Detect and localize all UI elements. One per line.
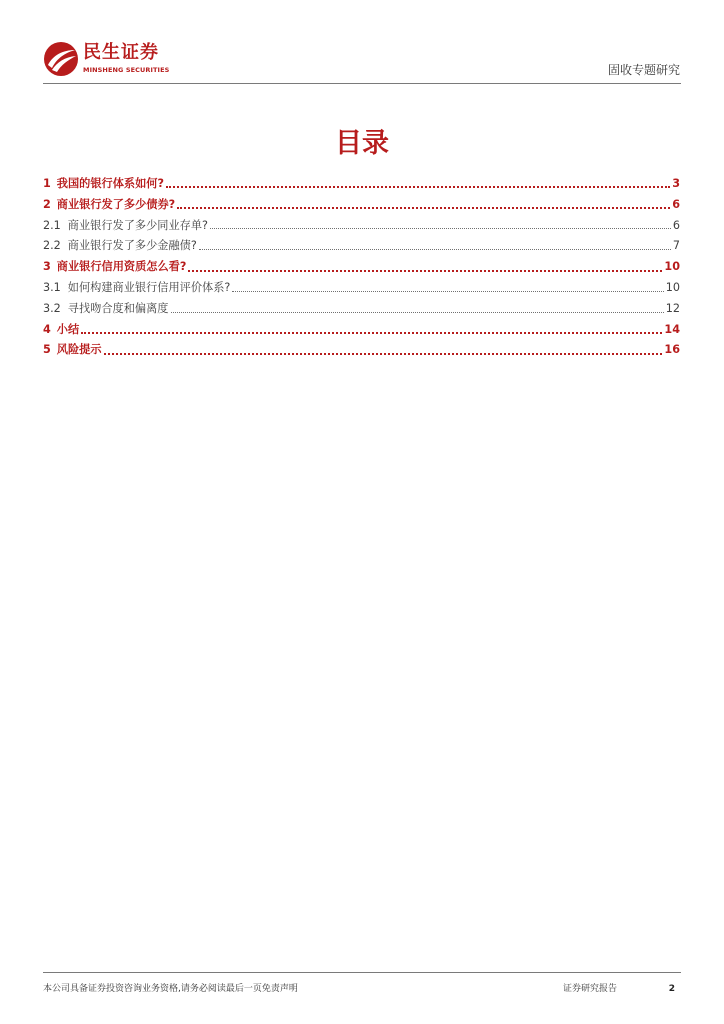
footer-divider	[43, 972, 681, 973]
toc-entry-page: 10	[664, 260, 680, 274]
footer-disclaimer: 本公司具备证券投资咨询业务资格,请务必阅读最后一页免责声明	[43, 984, 298, 994]
toc-entry-page: 14	[664, 322, 680, 336]
footer-page-number: 2	[668, 984, 675, 994]
toc-entry-number: 5	[43, 343, 51, 357]
logo-english-name: MINSHENG SECURITIES	[83, 66, 170, 74]
toc-entry-number: 1	[43, 177, 51, 190]
header-divider	[43, 83, 681, 84]
page-header	[0, 0, 724, 84]
toc-entry-page: 10	[665, 280, 680, 294]
toc-entry-page: 7	[672, 239, 680, 253]
report-type-label: 固收专题研究	[607, 63, 680, 77]
toc-entry[interactable]	[43, 340, 680, 361]
toc-entry-title: 小结	[56, 322, 80, 336]
toc-entry[interactable]	[43, 236, 680, 257]
toc-entry-title: 风险提示	[56, 343, 102, 357]
toc-entry-number: 3.2	[43, 301, 61, 315]
toc-entry-number: 2	[43, 197, 51, 211]
toc-dot-leader	[166, 186, 670, 188]
toc-entry[interactable]	[43, 216, 680, 237]
toc-entry-title: 商业银行发了多少同业存单?	[67, 218, 208, 232]
toc-dot-leader	[199, 249, 671, 250]
toc-entry[interactable]	[43, 299, 680, 320]
toc-entry[interactable]	[43, 195, 680, 216]
toc-entry-title: 商业银行发了多少债券?	[56, 197, 176, 211]
toc-entry-page: 6	[672, 218, 680, 232]
toc-entry-title: 如何构建商业银行信用评价体系?	[67, 280, 231, 294]
toc-entry-title: 商业银行发了多少金融债?	[67, 239, 197, 253]
toc-entry-number: 4	[43, 322, 51, 336]
toc-dot-leader	[171, 312, 664, 313]
toc-entry[interactable]	[43, 257, 680, 278]
toc-entry-page: 16	[664, 343, 680, 357]
table-of-contents	[43, 174, 680, 361]
toc-entry-title: 我国的银行体系如何?	[56, 177, 164, 190]
minsheng-logo-icon	[43, 41, 79, 77]
toc-entry[interactable]	[43, 174, 680, 195]
toc-dot-leader	[188, 270, 662, 272]
toc-entry-title: 商业银行信用资质怎么看?	[56, 260, 187, 274]
company-logo	[43, 41, 183, 77]
toc-entry-page: 6	[672, 197, 680, 211]
toc-entry-page: 12	[665, 301, 680, 315]
logo-chinese-name: 民生证券	[83, 42, 159, 63]
toc-dot-leader	[210, 228, 671, 229]
footer-doc-type: 证券研究报告	[563, 984, 618, 994]
toc-dot-leader	[232, 291, 663, 292]
toc-title: 目录	[335, 128, 389, 159]
toc-entry-title: 寻找吻合度和偏离度	[67, 301, 169, 315]
toc-dot-leader	[104, 353, 663, 355]
toc-entry-number: 3	[43, 260, 51, 274]
toc-entry-number: 2.2	[43, 239, 61, 253]
toc-dot-leader	[81, 332, 662, 334]
toc-dot-leader	[177, 207, 670, 209]
toc-entry[interactable]	[43, 320, 680, 341]
toc-entry-number: 3.1	[43, 280, 61, 294]
toc-entry-page: 3	[672, 177, 680, 190]
toc-entry[interactable]	[43, 278, 680, 299]
toc-entry-number: 2.1	[43, 218, 61, 232]
